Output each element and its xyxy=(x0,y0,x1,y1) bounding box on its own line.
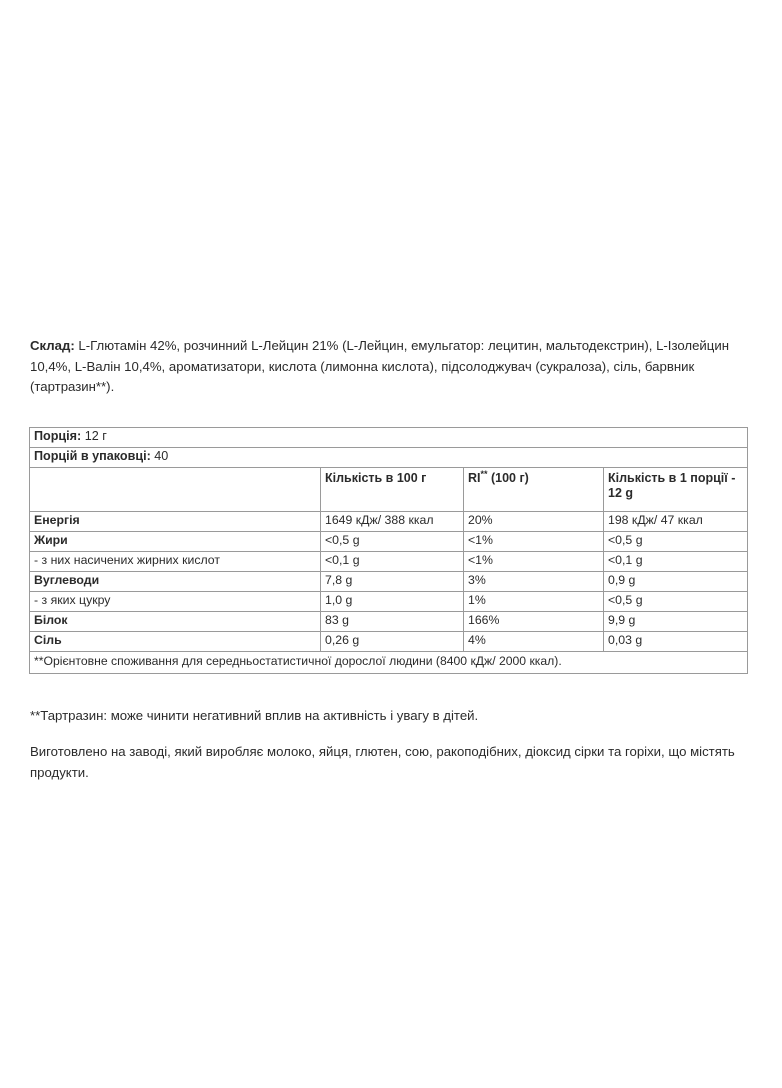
row-value-ri: 1% xyxy=(464,592,604,612)
column-header-nutrient xyxy=(30,468,321,512)
composition-text: L-Глютамін 42%, розчинний L-Лейцин 21% (L-Лейцин, емульгатор: лецитин, мальтодекстрин), L-Ізолейцин 10,4%, L-Валін 10,4%, ароматизатори, кислота (лимонна кислота), підсолоджувач (сукралоза), сіль, барвник (тартразин**). xyxy=(30,338,729,395)
tartrazine-note: **Тартразин: може чинити негативний вплив на активність і увагу в дітей. xyxy=(30,708,479,724)
row-value-ri: 3% xyxy=(464,572,604,592)
row-value-per-100g: 1,0 g xyxy=(321,592,464,612)
row-value-per-serving: 0,03 g xyxy=(604,632,748,652)
row-label: Білок xyxy=(30,612,321,632)
row-value-per-100g: 83 g xyxy=(321,612,464,632)
table-header-row xyxy=(30,468,748,512)
row-label: Енергія xyxy=(30,512,321,532)
table-row xyxy=(30,532,748,552)
serving-row xyxy=(30,428,748,448)
row-value-per-100g: 7,8 g xyxy=(321,572,464,592)
table-footnote: **Орієнтовне споживання для середньостатистичної дорослої людини (8400 кДж/ 2000 ккал). xyxy=(30,652,748,674)
row-value-ri: 4% xyxy=(464,632,604,652)
row-label: Сіль xyxy=(30,632,321,652)
row-value-per-100g: <0,5 g xyxy=(321,532,464,552)
table-footnote-row xyxy=(30,652,748,674)
table-row xyxy=(30,632,748,652)
serving-size-cell xyxy=(30,428,748,448)
table-row xyxy=(30,512,748,532)
column-header-ri xyxy=(464,468,604,512)
ri-suffix: (100 г) xyxy=(487,471,529,485)
servings-per-pack-cell xyxy=(30,448,748,468)
servings-per-pack-row xyxy=(30,448,748,468)
nutrition-table xyxy=(29,427,748,674)
table-row xyxy=(30,592,748,612)
table-row xyxy=(30,572,748,592)
row-value-ri: 166% xyxy=(464,612,604,632)
row-label: Вуглеводи xyxy=(30,572,321,592)
servings-per-pack-label: Порцій в упаковці: xyxy=(34,449,151,463)
row-value-per-serving: <0,5 g xyxy=(604,532,748,552)
row-value-per-serving: 198 кДж/ 47 ккал xyxy=(604,512,748,532)
serving-size-value: 12 г xyxy=(81,429,107,443)
row-value-per-serving: 9,9 g xyxy=(604,612,748,632)
row-label: Жири xyxy=(30,532,321,552)
ri-prefix: RI xyxy=(468,471,481,485)
row-value-per-100g: 1649 кДж/ 388 ккал xyxy=(321,512,464,532)
table-row xyxy=(30,552,748,572)
factory-allergen-note: Виготовлено на заводі, який виробляє молоко, яйця, глютен, сою, ракоподібних, діоксид сірки та горіхи, що містять продукти. xyxy=(30,744,735,780)
row-value-ri: 20% xyxy=(464,512,604,532)
servings-per-pack-value: 40 xyxy=(150,449,169,463)
row-value-ri: <1% xyxy=(464,532,604,552)
serving-size-label: Порція: xyxy=(34,429,82,443)
column-header-per-100g: Кількість в 100 г xyxy=(321,468,464,512)
table-row xyxy=(30,612,748,632)
row-value-per-100g: <0,1 g xyxy=(321,552,464,572)
row-value-per-100g: 0,26 g xyxy=(321,632,464,652)
ri-asterisks: ** xyxy=(480,468,488,479)
row-value-per-serving: 0,9 g xyxy=(604,572,748,592)
column-header-per-serving: Кількість в 1 порції - 12 g xyxy=(604,468,748,512)
composition-paragraph xyxy=(30,336,750,398)
row-value-per-serving: <0,1 g xyxy=(604,552,748,572)
row-value-per-serving: <0,5 g xyxy=(604,592,748,612)
composition-label: Склад: xyxy=(30,338,75,354)
row-label: - з них насичених жирних кислот xyxy=(30,552,321,572)
row-label: - з яких цукру xyxy=(30,592,321,612)
row-value-ri: <1% xyxy=(464,552,604,572)
